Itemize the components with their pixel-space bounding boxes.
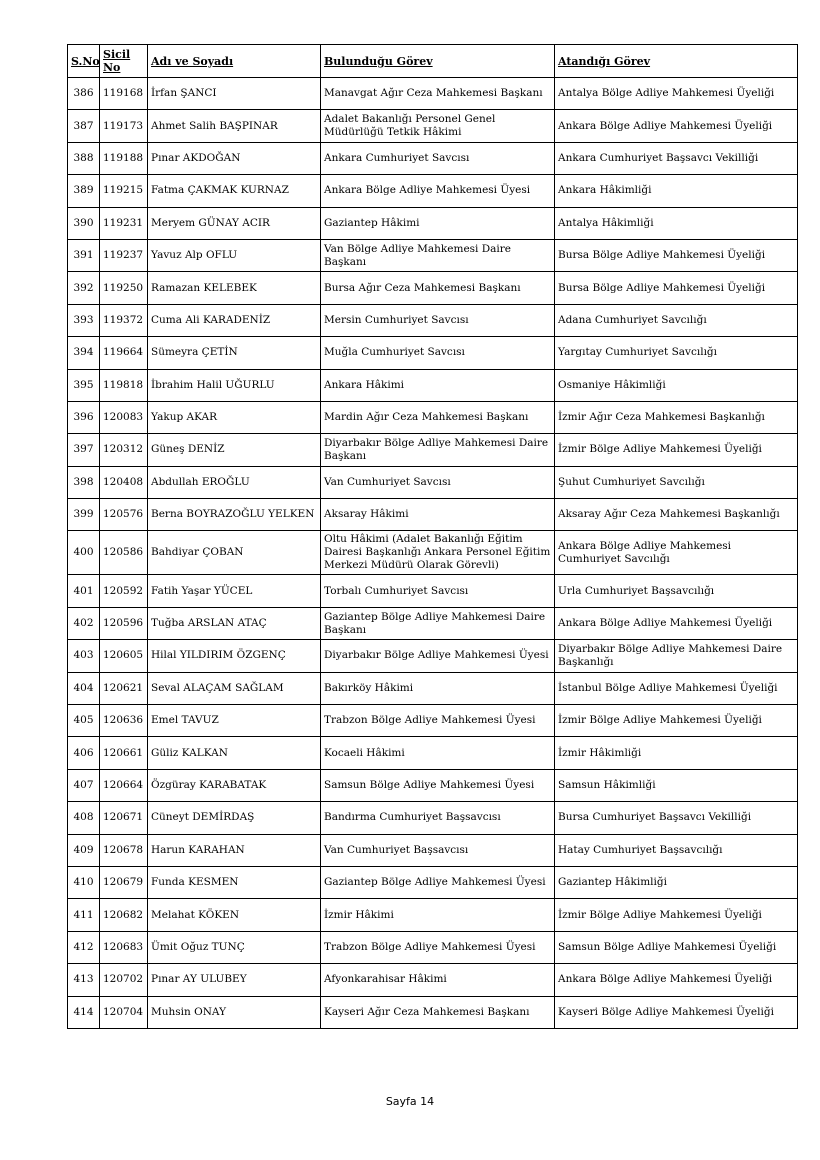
header-assigned-position: Atandığı Görev <box>555 45 798 78</box>
cell-name: İrfan ŞANCI <box>148 78 321 110</box>
cell-current-position: Diyarbakır Bölge Adliye Mahkemesi Üyesi <box>321 640 555 672</box>
cell-sicil: 120605 <box>100 640 148 672</box>
cell-name: Cuma Ali KARADENİZ <box>148 304 321 336</box>
cell-current-position: Afyonkarahisar Hâkimi <box>321 964 555 996</box>
cell-assigned-position: Gaziantep Hâkimliği <box>555 866 798 898</box>
table-row <box>68 996 798 1028</box>
table-row <box>68 640 798 672</box>
cell-current-position: Oltu Hâkimi (Adalet Bakanlığı Eğitim Dairesi Başkanlığı Ankara Personel Eğitim Merkezi Müdürü Olarak Görevli) <box>321 531 555 575</box>
cell-assigned-position: İstanbul Bölge Adliye Mahkemesi Üyeliği <box>555 672 798 704</box>
table-row <box>68 466 798 498</box>
table-row <box>68 434 798 466</box>
cell-current-position: Ankara Hâkimi <box>321 369 555 401</box>
cell-sicil: 119237 <box>100 239 148 271</box>
cell-current-position: Samsun Bölge Adliye Mahkemesi Üyesi <box>321 769 555 801</box>
cell-assigned-position: Osmaniye Hâkimliği <box>555 369 798 401</box>
cell-name: Pınar AKDOĞAN <box>148 142 321 174</box>
cell-sno: 399 <box>68 499 100 531</box>
cell-current-position: Van Bölge Adliye Mahkemesi Daire Başkanı <box>321 239 555 271</box>
cell-sno: 414 <box>68 996 100 1028</box>
table-row <box>68 401 798 433</box>
cell-sicil: 119664 <box>100 337 148 369</box>
cell-sno: 393 <box>68 304 100 336</box>
cell-name: İbrahim Halil UĞURLU <box>148 369 321 401</box>
cell-sno: 410 <box>68 866 100 898</box>
cell-sicil: 119372 <box>100 304 148 336</box>
header-sicil: Sicil No <box>100 45 148 78</box>
cell-assigned-position: Ankara Hâkimliği <box>555 175 798 207</box>
cell-sno: 407 <box>68 769 100 801</box>
cell-sno: 406 <box>68 737 100 769</box>
cell-assigned-position: Yargıtay Cumhuriyet Savcılığı <box>555 337 798 369</box>
cell-current-position: Gaziantep Bölge Adliye Mahkemesi Üyesi <box>321 866 555 898</box>
cell-current-position: Ankara Cumhuriyet Savcısı <box>321 142 555 174</box>
cell-assigned-position: Samsun Hâkimliği <box>555 769 798 801</box>
cell-assigned-position: Samsun Bölge Adliye Mahkemesi Üyeliği <box>555 931 798 963</box>
cell-current-position: Mersin Cumhuriyet Savcısı <box>321 304 555 336</box>
cell-name: Pınar AY ULUBEY <box>148 964 321 996</box>
cell-assigned-position: Bursa Bölge Adliye Mahkemesi Üyeliği <box>555 272 798 304</box>
cell-sno: 400 <box>68 531 100 575</box>
cell-current-position: Gaziantep Hâkimi <box>321 207 555 239</box>
cell-assigned-position: Ankara Bölge Adliye Mahkemesi Cumhuriyet Savcılığı <box>555 531 798 575</box>
cell-sno: 397 <box>68 434 100 466</box>
cell-current-position: Trabzon Bölge Adliye Mahkemesi Üyesi <box>321 705 555 737</box>
table-row <box>68 931 798 963</box>
cell-assigned-position: Aksaray Ağır Ceza Mahkemesi Başkanlığı <box>555 499 798 531</box>
cell-sicil: 120682 <box>100 899 148 931</box>
cell-sicil: 120704 <box>100 996 148 1028</box>
cell-sicil: 120661 <box>100 737 148 769</box>
cell-name: Harun KARAHAN <box>148 834 321 866</box>
cell-sicil: 120592 <box>100 575 148 607</box>
cell-assigned-position: Ankara Bölge Adliye Mahkemesi Üyeliği <box>555 110 798 142</box>
cell-sicil: 120678 <box>100 834 148 866</box>
cell-sicil: 120636 <box>100 705 148 737</box>
cell-assigned-position: Bursa Bölge Adliye Mahkemesi Üyeliği <box>555 239 798 271</box>
cell-sno: 411 <box>68 899 100 931</box>
cell-name: Melahat KÖKEN <box>148 899 321 931</box>
table-row <box>68 337 798 369</box>
cell-assigned-position: İzmir Bölge Adliye Mahkemesi Üyeliği <box>555 899 798 931</box>
cell-sicil: 120679 <box>100 866 148 898</box>
cell-sicil: 120671 <box>100 802 148 834</box>
cell-assigned-position: Ankara Bölge Adliye Mahkemesi Üyeliği <box>555 964 798 996</box>
cell-name: Fatma ÇAKMAK KURNAZ <box>148 175 321 207</box>
cell-current-position: Torbalı Cumhuriyet Savcısı <box>321 575 555 607</box>
cell-current-position: Kayseri Ağır Ceza Mahkemesi Başkanı <box>321 996 555 1028</box>
cell-name: Özgüray KARABATAK <box>148 769 321 801</box>
cell-sno: 403 <box>68 640 100 672</box>
cell-assigned-position: Kayseri Bölge Adliye Mahkemesi Üyeliği <box>555 996 798 1028</box>
cell-current-position: Trabzon Bölge Adliye Mahkemesi Üyesi <box>321 931 555 963</box>
appointments-table <box>67 44 798 1029</box>
cell-current-position: Muğla Cumhuriyet Savcısı <box>321 337 555 369</box>
cell-sicil: 119250 <box>100 272 148 304</box>
cell-name: Funda KESMEN <box>148 866 321 898</box>
table-row <box>68 672 798 704</box>
table-row <box>68 304 798 336</box>
table-row <box>68 369 798 401</box>
cell-name: Seval ALAÇAM SAĞLAM <box>148 672 321 704</box>
cell-current-position: Adalet Bakanlığı Personel Genel Müdürlüğü Tetkik Hâkimi <box>321 110 555 142</box>
table-row <box>68 239 798 271</box>
cell-sicil: 119188 <box>100 142 148 174</box>
cell-name: Berna BOYRAZOĞLU YELKEN <box>148 499 321 531</box>
cell-sno: 391 <box>68 239 100 271</box>
cell-sno: 408 <box>68 802 100 834</box>
cell-sicil: 119173 <box>100 110 148 142</box>
cell-assigned-position: İzmir Bölge Adliye Mahkemesi Üyeliği <box>555 705 798 737</box>
table-row <box>68 964 798 996</box>
cell-assigned-position: Diyarbakır Bölge Adliye Mahkemesi Daire Başkanlığı <box>555 640 798 672</box>
page-number: Sayfa 14 <box>385 1095 435 1108</box>
table-row <box>68 78 798 110</box>
cell-name: Abdullah EROĞLU <box>148 466 321 498</box>
cell-current-position: Bakırköy Hâkimi <box>321 672 555 704</box>
cell-assigned-position: Ankara Cumhuriyet Başsavcı Vekilliği <box>555 142 798 174</box>
cell-sicil: 120408 <box>100 466 148 498</box>
cell-sno: 389 <box>68 175 100 207</box>
table-row <box>68 531 798 575</box>
cell-name: Güneş DENİZ <box>148 434 321 466</box>
cell-current-position: Manavgat Ağır Ceza Mahkemesi Başkanı <box>321 78 555 110</box>
cell-sicil: 119168 <box>100 78 148 110</box>
cell-assigned-position: Antalya Hâkimliği <box>555 207 798 239</box>
cell-sno: 392 <box>68 272 100 304</box>
cell-sicil: 120621 <box>100 672 148 704</box>
cell-sno: 386 <box>68 78 100 110</box>
cell-sicil: 120664 <box>100 769 148 801</box>
header-current-position: Bulunduğu Görev <box>321 45 555 78</box>
cell-sno: 409 <box>68 834 100 866</box>
cell-name: Güliz KALKAN <box>148 737 321 769</box>
cell-current-position: Kocaeli Hâkimi <box>321 737 555 769</box>
cell-sno: 413 <box>68 964 100 996</box>
cell-assigned-position: Antalya Bölge Adliye Mahkemesi Üyeliği <box>555 78 798 110</box>
cell-name: Cüneyt DEMİRDAŞ <box>148 802 321 834</box>
cell-sicil: 119818 <box>100 369 148 401</box>
cell-current-position: Mardin Ağır Ceza Mahkemesi Başkanı <box>321 401 555 433</box>
cell-current-position: Ankara Bölge Adliye Mahkemesi Üyesi <box>321 175 555 207</box>
cell-sno: 404 <box>68 672 100 704</box>
cell-sicil: 119231 <box>100 207 148 239</box>
cell-sno: 412 <box>68 931 100 963</box>
cell-sicil: 120576 <box>100 499 148 531</box>
table-row <box>68 802 798 834</box>
cell-current-position: İzmir Hâkimi <box>321 899 555 931</box>
header-name: Adı ve Soyadı <box>148 45 321 78</box>
cell-sicil: 120312 <box>100 434 148 466</box>
table-row <box>68 499 798 531</box>
cell-assigned-position: Şuhut Cumhuriyet Savcılığı <box>555 466 798 498</box>
table-row <box>68 142 798 174</box>
cell-sno: 401 <box>68 575 100 607</box>
cell-sicil: 120586 <box>100 531 148 575</box>
cell-sicil: 120596 <box>100 607 148 639</box>
cell-sno: 390 <box>68 207 100 239</box>
cell-sno: 395 <box>68 369 100 401</box>
cell-assigned-position: İzmir Hâkimliği <box>555 737 798 769</box>
table-row <box>68 834 798 866</box>
table-row <box>68 607 798 639</box>
cell-name: Yavuz Alp OFLU <box>148 239 321 271</box>
table-header-row <box>68 45 798 78</box>
cell-sno: 388 <box>68 142 100 174</box>
cell-assigned-position: Hatay Cumhuriyet Başsavcılığı <box>555 834 798 866</box>
cell-assigned-position: Urla Cumhuriyet Başsavcılığı <box>555 575 798 607</box>
cell-name: Emel TAVUZ <box>148 705 321 737</box>
cell-sicil: 120083 <box>100 401 148 433</box>
cell-sicil: 120683 <box>100 931 148 963</box>
cell-assigned-position: İzmir Ağır Ceza Mahkemesi Başkanlığı <box>555 401 798 433</box>
cell-current-position: Aksaray Hâkimi <box>321 499 555 531</box>
table-row <box>68 272 798 304</box>
cell-current-position: Bursa Ağır Ceza Mahkemesi Başkanı <box>321 272 555 304</box>
cell-sicil: 120702 <box>100 964 148 996</box>
cell-sno: 398 <box>68 466 100 498</box>
cell-current-position: Van Cumhuriyet Başsavcısı <box>321 834 555 866</box>
cell-sno: 396 <box>68 401 100 433</box>
table-row <box>68 705 798 737</box>
cell-assigned-position: İzmir Bölge Adliye Mahkemesi Üyeliği <box>555 434 798 466</box>
header-sno: S.No <box>68 45 100 78</box>
cell-name: Fatih Yaşar YÜCEL <box>148 575 321 607</box>
cell-name: Muhsin ONAY <box>148 996 321 1028</box>
cell-current-position: Diyarbakır Bölge Adliye Mahkemesi Daire Başkanı <box>321 434 555 466</box>
table-row <box>68 207 798 239</box>
cell-sno: 405 <box>68 705 100 737</box>
cell-assigned-position: Ankara Bölge Adliye Mahkemesi Üyeliği <box>555 607 798 639</box>
cell-current-position: Van Cumhuriyet Savcısı <box>321 466 555 498</box>
table-row <box>68 737 798 769</box>
table-row <box>68 899 798 931</box>
table-row <box>68 175 798 207</box>
cell-sno: 394 <box>68 337 100 369</box>
cell-sno: 387 <box>68 110 100 142</box>
table-body <box>68 78 798 1029</box>
table-row <box>68 110 798 142</box>
cell-name: Ramazan KELEBEK <box>148 272 321 304</box>
cell-sno: 402 <box>68 607 100 639</box>
cell-name: Yakup AKAR <box>148 401 321 433</box>
cell-current-position: Gaziantep Bölge Adliye Mahkemesi Daire Başkanı <box>321 607 555 639</box>
cell-sicil: 119215 <box>100 175 148 207</box>
cell-name: Sümeyra ÇETİN <box>148 337 321 369</box>
cell-name: Meryem GÜNAY ACIR <box>148 207 321 239</box>
cell-assigned-position: Bursa Cumhuriyet Başsavcı Vekilliği <box>555 802 798 834</box>
table-row <box>68 769 798 801</box>
cell-name: Ahmet Salih BAŞPINAR <box>148 110 321 142</box>
cell-name: Ümit Oğuz TUNÇ <box>148 931 321 963</box>
cell-name: Hilal YILDIRIM ÖZGENÇ <box>148 640 321 672</box>
table-row <box>68 575 798 607</box>
table-row <box>68 866 798 898</box>
cell-current-position: Bandırma Cumhuriyet Başsavcısı <box>321 802 555 834</box>
cell-name: Bahdiyar ÇOBAN <box>148 531 321 575</box>
cell-assigned-position: Adana Cumhuriyet Savcılığı <box>555 304 798 336</box>
cell-name: Tuğba ARSLAN ATAÇ <box>148 607 321 639</box>
